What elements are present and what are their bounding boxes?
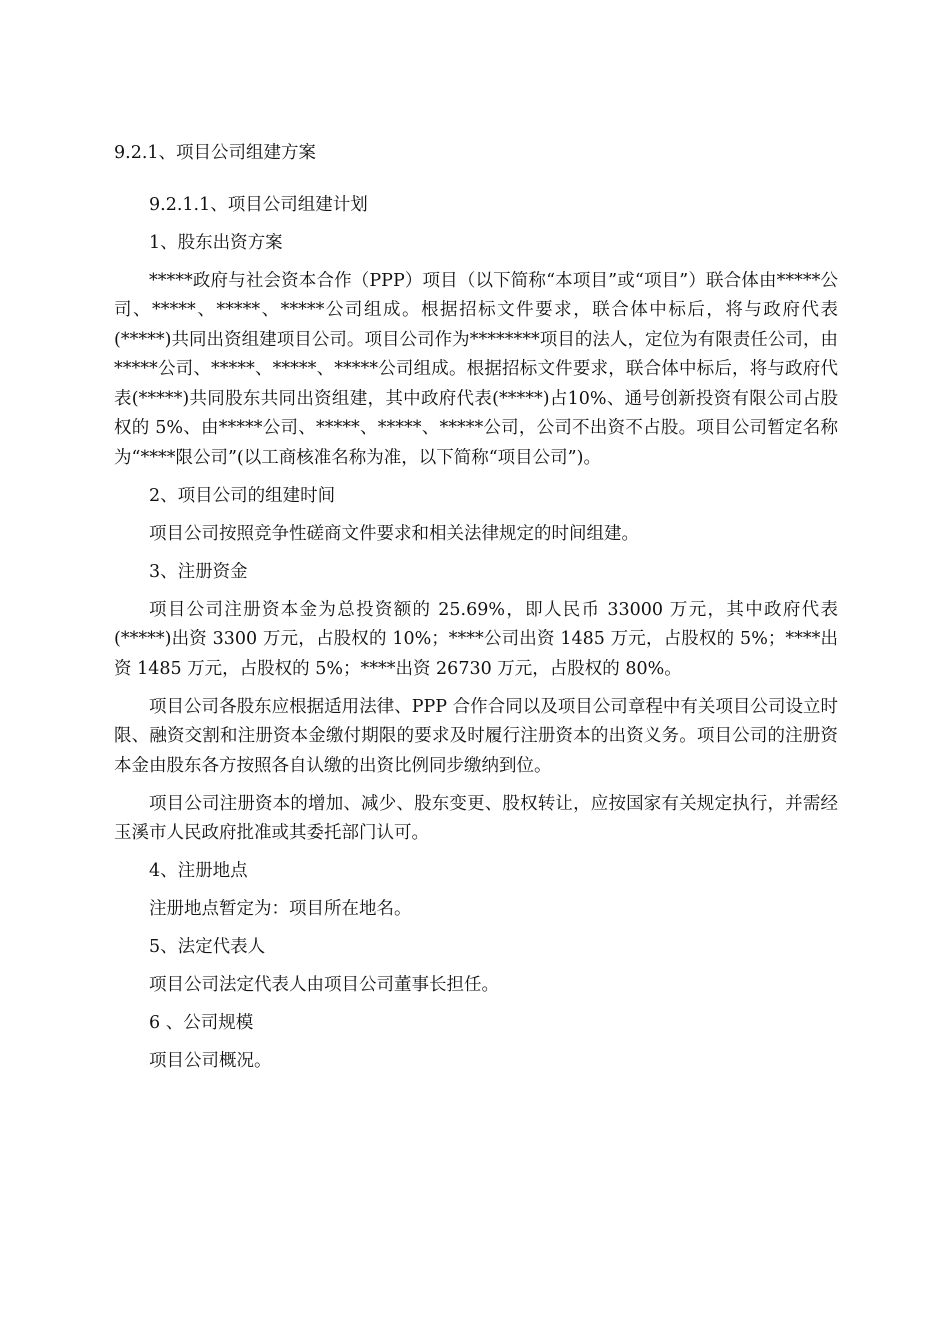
item-heading-registered-capital: 3、注册资金 <box>149 561 248 582</box>
paragraph-legal-representative: 项目公司法定代表人由项目公司董事长担任。 <box>149 975 499 995</box>
item-heading-company-scale: 6 、公司规模 <box>149 1013 254 1033</box>
item-heading-formation-time: 2、项目公司的组建时间 <box>149 485 336 506</box>
document-body <box>114 139 838 1085</box>
subsection-title: 9.2.1.1、项目公司组建计划 <box>149 194 368 215</box>
item-heading-shareholder-capital: 1、股东出资方案 <box>149 232 283 253</box>
paragraph-shareholder-capital: *****政府与社会资本合作（PPP）项目（以下简称“本项目”或“项目”）联合体由*****公司、*****、*****、*****公司组成。根据招标文件要求，联合体中标后，将与政府代表(*****)共同出资组建项目公司。项目公司作为********项目的法人，定位为有限责任公司，由*****公司、*****、*****、*****公司组成。根据招标文件要求，联合体中标后，将与政府代表(*****)共同股东共同出资组建，其中政府代表(*****)占10%、通号创新投资有限公司占股权的 5%、由*****公司、*****、*****、*****公司，公司不出资不占股。项目公司暂定名称为“****限公司”(以工商核准名称为准，以下简称“项目公司”)。 <box>114 270 838 468</box>
paragraph-registered-capital: 项目公司注册资本金为总投资额的 25.69%，即人民币 33000 万元，其中政府代表(*****)出资 3300 万元，占股权的 10%；****公司出资 1485 万元，占股权的 5%；****出资 1485 万元，占股权的 5%；****出资 26730 万元，占股权的 80%。 <box>114 599 838 679</box>
paragraph-company-scale: 项目公司概况。 <box>149 1051 272 1071</box>
section-title: 9.2.1、项目公司组建方案 <box>114 143 317 163</box>
paragraph-capital-changes: 项目公司注册资本的增加、减少、股东变更、股权转让，应按国家有关规定执行，并需经玉溪市人民政府批准或其委托部门认可。 <box>114 793 838 843</box>
item-heading-legal-representative: 5、法定代表人 <box>149 937 266 957</box>
paragraph-formation-time: 项目公司按照竞争性磋商文件要求和相关法律规定的时间组建。 <box>149 523 639 544</box>
item-heading-registered-address: 4、注册地点 <box>149 861 248 881</box>
paragraph-capital-obligations: 项目公司各股东应根据适用法律、PPP 合作合同以及项目公司章程中有关项目公司设立时限、融资交割和注册资本金缴付期限的要求及时履行注册资本的出资义务。项目公司的注册资本金由股东各方按照各自认缴的出资比例同步缴纳到位。 <box>114 696 838 776</box>
paragraph-registered-address: 注册地点暂定为：项目所在地名。 <box>149 899 412 919</box>
